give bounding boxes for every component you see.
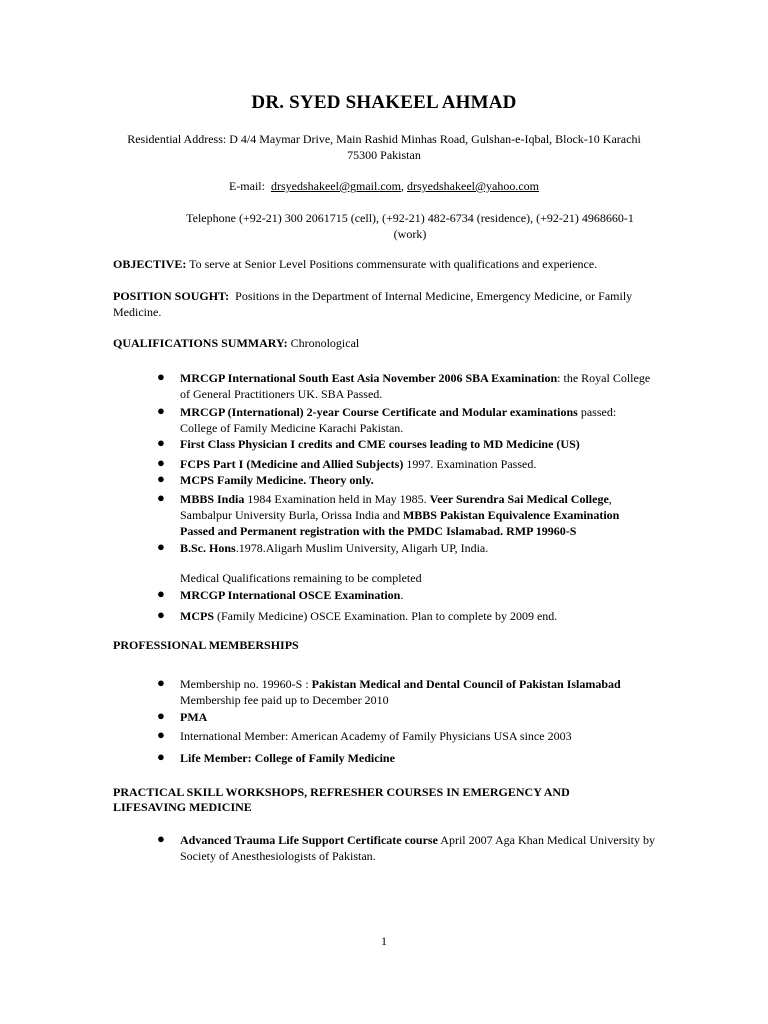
position-label: POSITION SOUGHT: xyxy=(113,289,230,303)
item-bold: PMA xyxy=(180,710,208,724)
item-text: (Family Medicine) OSCE Examination. Plan to complete by 2009 end. xyxy=(214,609,558,623)
item-bold: MCPS Family Medicine. Theory only. xyxy=(180,473,374,487)
list-item xyxy=(180,540,655,556)
list-item xyxy=(180,404,655,436)
item-text: : the Royal College of General Practitioners UK. SBA Passed. xyxy=(180,371,651,401)
page-number: 1 xyxy=(381,934,387,948)
bullet-icon: ● xyxy=(157,586,165,601)
list-item xyxy=(180,436,655,452)
email-separator: , xyxy=(401,179,404,193)
list-item xyxy=(180,472,655,488)
remaining-label: Medical Qualifications remaining to be completed xyxy=(180,571,422,585)
memberships-heading: PROFESSIONAL MEMBERSHIPS xyxy=(113,638,299,652)
bullet-icon: ● xyxy=(157,831,165,846)
item-text: . xyxy=(400,588,404,602)
bullet-icon: ● xyxy=(157,369,165,384)
email-label: E-mail: xyxy=(228,179,265,193)
item-bold: MBBS Pakistan Equivalence Examination Passed and Permanent registration with the PMDC Islamabad. RMP 19960-S xyxy=(180,508,620,538)
bullet-icon: ● xyxy=(157,675,165,690)
bullet-icon: ● xyxy=(157,435,165,450)
item-bold: MCPS xyxy=(180,609,214,623)
item-text: 1997. Examination Passed. xyxy=(403,457,537,471)
item-bold: MRCGP International OSCE Examination xyxy=(180,588,401,602)
bullet-icon: ● xyxy=(157,455,165,470)
list-item xyxy=(180,832,655,864)
bullet-icon: ● xyxy=(157,708,165,723)
list-item xyxy=(180,370,655,402)
telephone-line-1: Telephone (+92-21) 300 2061715 (cell), (+92-21) 482-6734 (residence), (+92-21) 4968660-1 xyxy=(186,211,634,225)
objective xyxy=(113,256,653,272)
item-bold: MRCGP International South East Asia November 2006 SBA Examination xyxy=(180,371,558,385)
item-bold: First Class Physician I credits and CME courses leading to MD Medicine (US) xyxy=(180,437,580,451)
item-bold: B.Sc. Hons xyxy=(180,541,236,555)
workshops-heading-line-2: LIFESAVING MEDICINE xyxy=(113,800,252,814)
bullet-icon: ● xyxy=(157,403,165,418)
email-link-yahoo[interactable]: drsyedshakeel@yahoo.com xyxy=(407,179,540,193)
item-bold: Advanced Trauma Life Support Certificate course xyxy=(180,833,438,847)
list-item xyxy=(180,728,655,744)
item-text: Membership fee paid up to December 2010 xyxy=(180,693,389,707)
item-text: passed: College of Family Medicine Karachi Pakistan. xyxy=(180,405,617,435)
bullet-icon: ● xyxy=(157,607,165,622)
objective-label: OBJECTIVE: xyxy=(113,257,187,271)
list-item xyxy=(180,587,655,603)
item-text: April 2007 Aga Khan Medical University by Society of Anesthesiologists of Pakistan. xyxy=(180,833,656,863)
list-item xyxy=(180,709,655,725)
bullet-icon: ● xyxy=(157,539,165,554)
item-bold: Veer Surendra Sai Medical College xyxy=(429,492,609,506)
qualifications-label: QUALIFICATIONS SUMMARY: xyxy=(113,336,288,350)
list-item xyxy=(180,456,655,472)
telephone-line-2: (work) xyxy=(393,227,427,241)
item-text: International Member: American Academy of Family Physicians USA since 2003 xyxy=(180,729,572,743)
workshops-heading xyxy=(113,785,653,815)
item-text: 1984 Examination held in May 1985. xyxy=(244,492,430,506)
list-item xyxy=(180,608,655,624)
workshops-heading-line-1: PRACTICAL SKILL WORKSHOPS, REFRESHER COURSES IN EMERGENCY AND xyxy=(113,785,570,799)
address-line-1: Residential Address: D 4/4 Maymar Drive, Main Rashid Minhas Road, Gulshan-e-Iqbal, Block-10 Karachi xyxy=(127,132,641,146)
item-text: Membership no. 19960-S : xyxy=(180,677,312,691)
item-bold: MRCGP (International) 2-year Course Certificate and Modular examinations xyxy=(180,405,578,419)
bullet-icon: ● xyxy=(157,471,165,486)
item-text: , Sambalpur University Burla, Orissa India and xyxy=(180,492,612,522)
qualifications-sub: Chronological xyxy=(290,336,360,350)
list-item xyxy=(180,491,655,539)
item-bold: MBBS India xyxy=(180,492,245,506)
item-bold: Pakistan Medical and Dental Council of Pakistan Islamabad xyxy=(311,677,621,691)
objective-text: To serve at Senior Level Positions commensurate with qualifications and experience. xyxy=(189,257,598,271)
position-sought xyxy=(113,288,653,320)
bullet-icon: ● xyxy=(157,490,165,505)
item-bold: FCPS Part I (Medicine and Allied Subjects) xyxy=(180,457,404,471)
list-item xyxy=(180,676,655,708)
page-title: DR. SYED SHAKEEL AHMAD xyxy=(251,92,517,113)
bullet-icon: ● xyxy=(157,749,165,764)
telephone xyxy=(150,210,670,242)
list-item xyxy=(180,750,655,766)
qualifications-heading xyxy=(113,335,653,351)
item-bold: Life Member: College of Family Medicine xyxy=(180,751,395,765)
bullet-icon: ● xyxy=(157,727,165,742)
address-line-2: 75300 Pakistan xyxy=(347,148,421,162)
address xyxy=(100,131,668,163)
position-text: Positions in the Department of Internal Medicine, Emergency Medicine, or Family Medicine. xyxy=(113,289,633,319)
email-line xyxy=(0,178,768,194)
item-text: .1978.Aligarh Muslim University, Aligarh UP, India. xyxy=(235,541,489,555)
email-link-gmail[interactable]: drsyedshakeel@gmail.com xyxy=(270,179,401,193)
